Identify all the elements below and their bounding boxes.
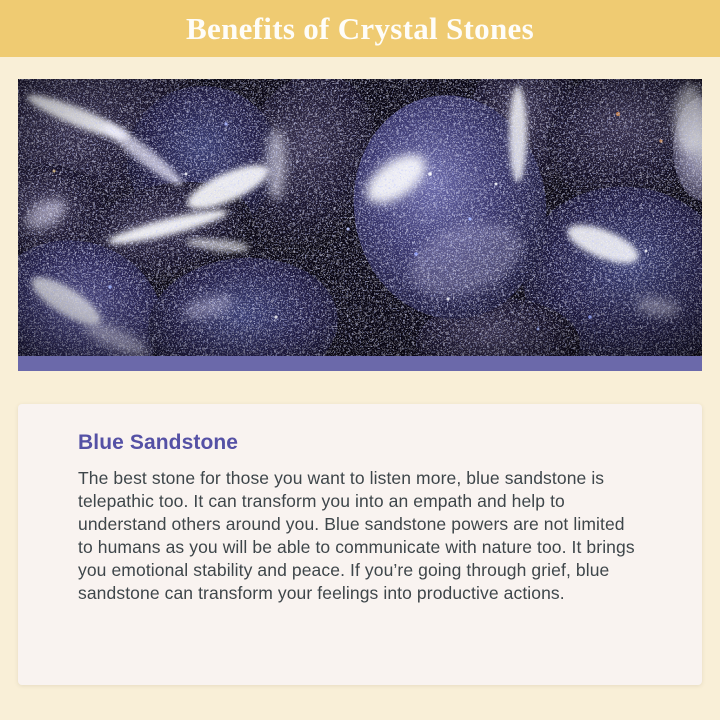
card-body-text: The best stone for those you want to listen more, blue sandstone is telepathic too. It can transform you into an empath and help to understand others around you. Blue sandstone powers are not limited to humans as you will be able to communicate with nature too. It brings you emotional stability and peace. If you’re going through grief, blue sandstone can transform your feelings into productive actions. (78, 468, 635, 603)
header-banner (0, 0, 720, 57)
info-card (18, 404, 702, 685)
crystal-stones-illustration (18, 79, 702, 356)
hero-figure (18, 79, 702, 371)
photo-accent-bar (18, 356, 702, 371)
card-heading: Blue Sandstone (78, 431, 239, 454)
blue-sandstone-photo (18, 79, 702, 356)
page-title: Benefits of Crystal Stones (186, 10, 534, 46)
